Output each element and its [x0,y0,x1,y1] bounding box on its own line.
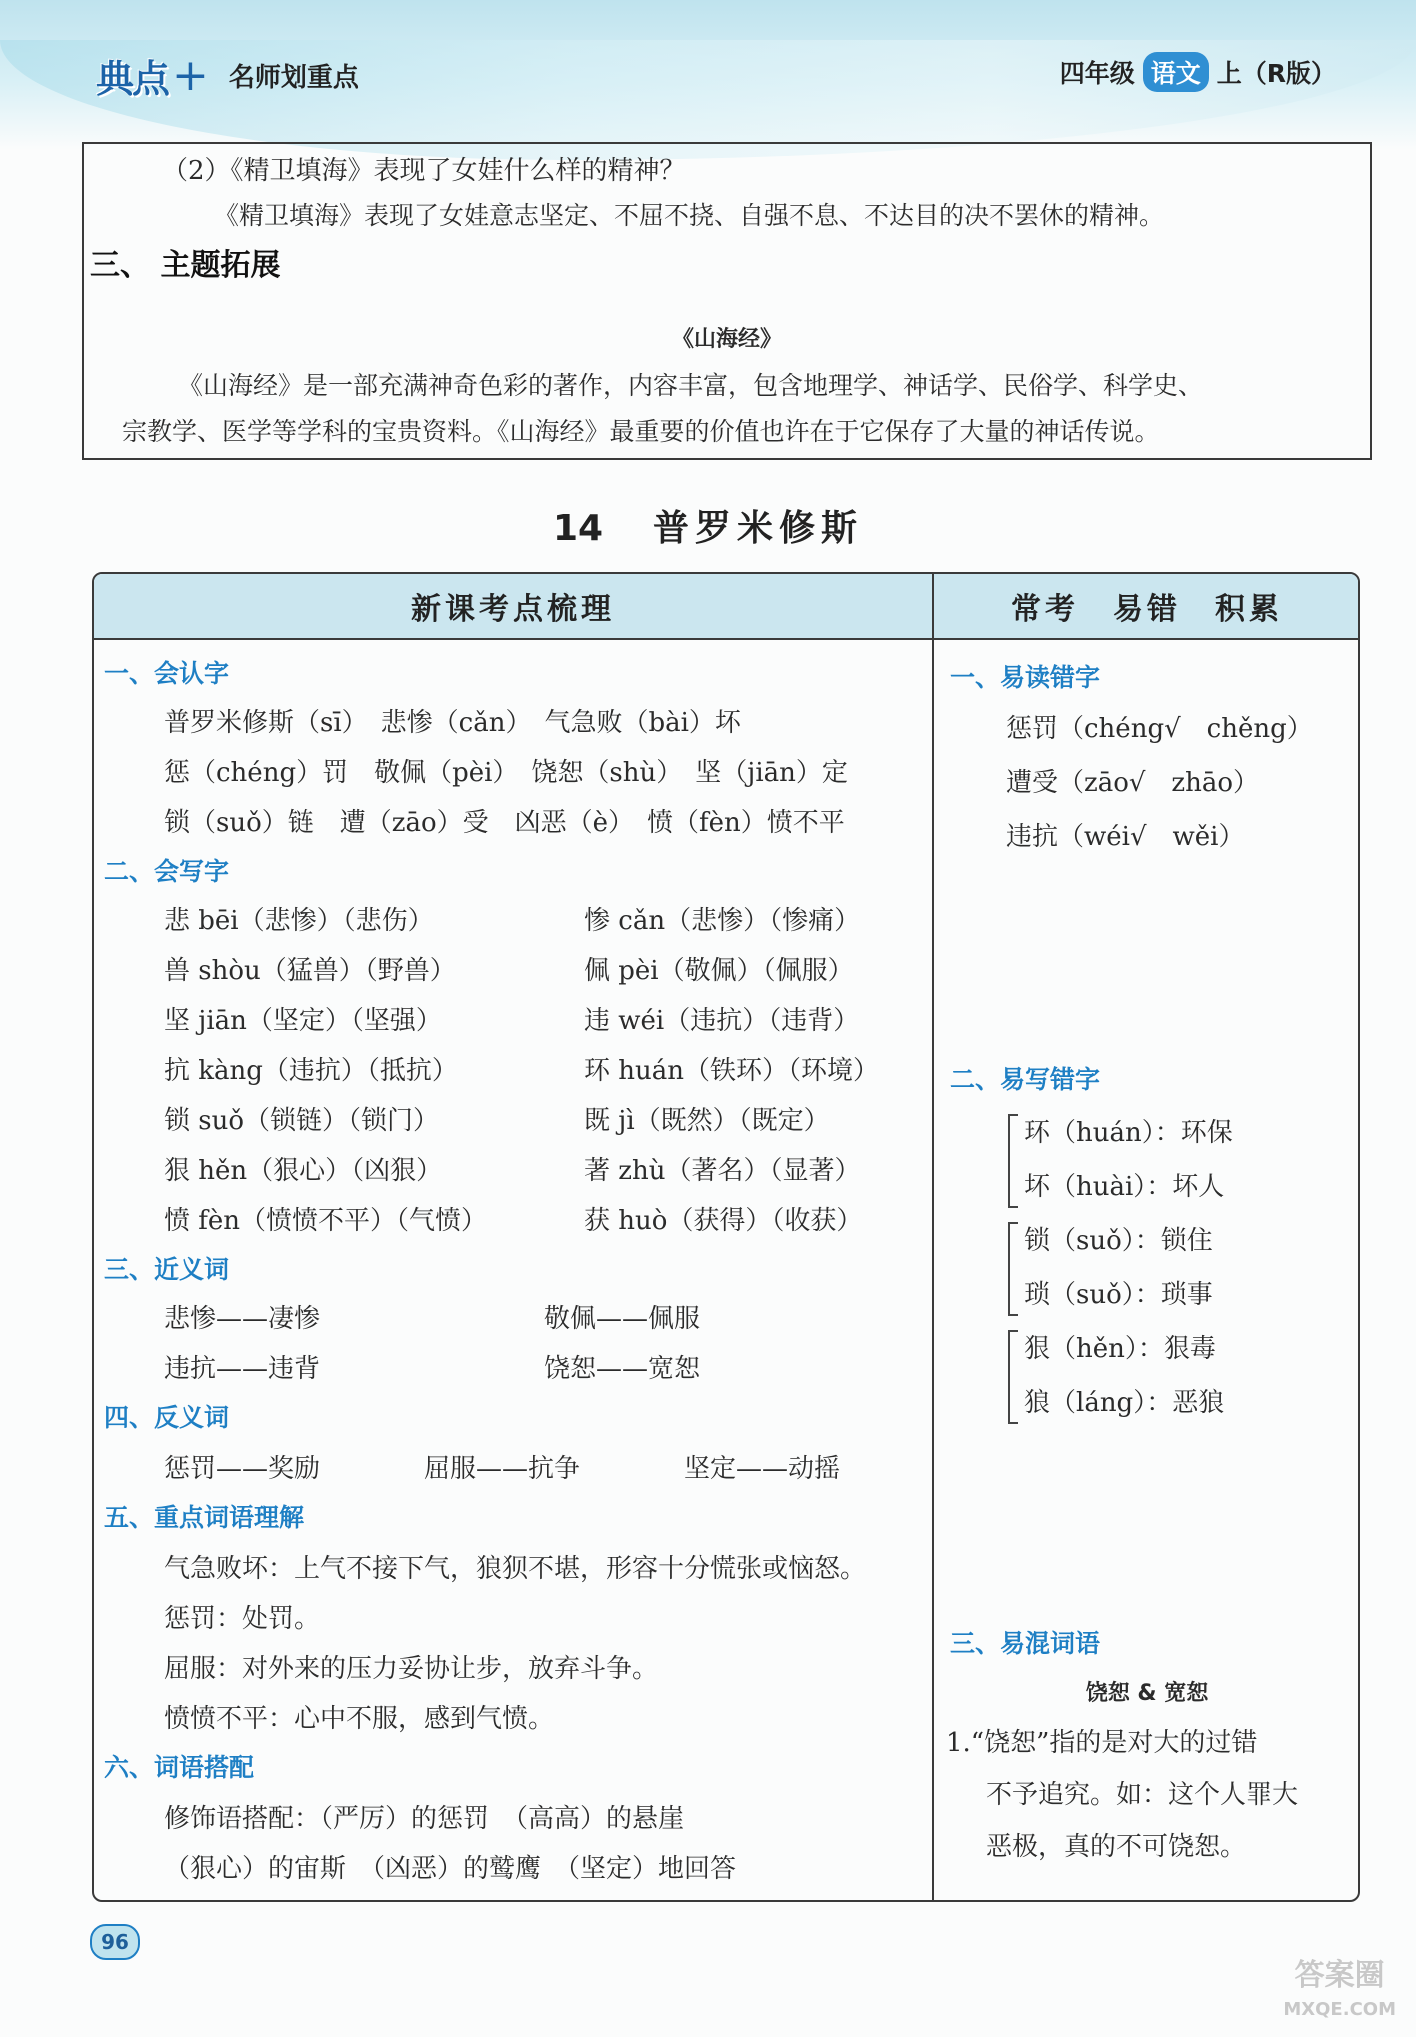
miswritten-item: 琐（suǒ）：琐事 [1024,1280,1213,1310]
miswritten-item: 环（huán）：环保 [1024,1118,1233,1148]
pair-bracket [1008,1222,1018,1316]
antonym-pair: 惩罚——奖励 [164,1454,321,1484]
series-name: 名师划重点 [228,62,359,93]
write-char-item: 抗 kàng（违抗）（抵抗） [164,1056,458,1086]
watermark-logo: 答案圈 [1294,1958,1385,1993]
write-char-item: 佩 pèi（敬佩）（佩服） [584,956,854,986]
confusable-explanation: 不予追究。如：这个人罪大 [986,1780,1299,1810]
book-info [1060,52,1336,92]
plus-icon: + [172,49,209,101]
confusable-pair-title: 饶恕 & 宽恕 [1085,1681,1209,1706]
collocation-row: （狠心）的宙斯 （凶恶）的鹫鹰 （坚定）地回答 [164,1854,737,1884]
write-char-item: 惨 cǎn（悲惨）（惨痛） [584,906,861,936]
miswritten-item: 狠（hěn）：狠毒 [1024,1334,1216,1364]
synonym-pair: 敬佩——佩服 [544,1304,701,1334]
lesson-number: 14 [552,508,604,549]
synonym-pair: 饶恕——宽恕 [544,1354,701,1384]
section-key-words: 五、重点词语理解 [104,1503,305,1532]
write-char-item: 愤 fèn（愤愤不平）（气愤） [164,1206,488,1236]
section-collocations: 六、词语搭配 [104,1753,255,1782]
logo-text: 典点 [96,56,169,101]
key-word-definition: 惩罚：处罚。 [164,1604,321,1634]
write-char-item: 获 huò（获得）（收获） [584,1206,863,1236]
section-write-characters: 二、会写字 [104,857,230,886]
section-miswritten-characters: 二、易写错字 [950,1065,1101,1094]
continuation-box [82,142,1372,460]
pair-bracket [1008,1114,1018,1208]
edition-label: 上（R版） [1216,59,1336,88]
left-column-header: 新课考点梳理 [94,574,932,640]
section-confusable-words: 三、易混词语 [950,1629,1101,1658]
answer-2: 《精卫填海》表现了女娃意志坚定、不屈不挠、自强不息、不达目的决不罢休的精神。 [214,201,1165,230]
confusable-explanation: 恶极，真的不可饶恕。 [986,1832,1247,1862]
section-recognize-characters: 一、会认字 [104,659,230,688]
recognize-row: 惩（chéng）罚 敬佩（pèi） 饶恕（shù） 坚（jiān）定 [164,758,848,788]
recognize-row: 普罗米修斯（sī） 悲惨（cǎn） 气急败（bài）坏 [164,708,741,738]
misread-item: 惩罚（chéng√ chěng） [1006,714,1313,744]
recognize-row: 锁（suǒ）链 遭（zāo）受 凶恶（è） 愤（fèn）愤不平 [164,808,845,838]
key-word-definition: 愤愤不平：心中不服，感到气愤。 [164,1704,555,1734]
write-char-item: 既 jì（既然）（既定） [584,1106,830,1136]
write-char-item: 锁 suǒ（锁链）（锁门） [164,1106,440,1136]
write-char-item: 环 huán（铁环）（环境） [584,1056,880,1086]
book-title: 《山海经》 [671,327,782,352]
miswritten-item: 狼（láng）：恶狼 [1024,1388,1225,1418]
collocation-row: 修饰语搭配：（严厉）的惩罚 （高高）的悬崖 [164,1804,685,1834]
lesson-name: 普罗米修斯 [653,508,864,549]
section-misread-characters: 一、易读错字 [950,663,1101,692]
antonym-pair: 屈服——抗争 [424,1454,581,1484]
miswritten-item: 坏（huài）：坏人 [1024,1172,1225,1202]
book-intro-line-2: 宗教学、医学等学科的宝贵资料。《山海经》最重要的价值也许在于它保存了大量的神话传说。 [122,417,1160,446]
pair-bracket [1008,1330,1018,1424]
write-char-item: 悲 bēi（悲惨）（悲伤） [164,906,434,936]
study-notes-table [92,572,1360,1902]
grade-label: 四年级 [1059,59,1135,88]
misread-item: 遭受（zāo√ zhāo） [1006,768,1260,798]
key-word-definition: 屈服：对外来的压力妥协让步，放弃斗争。 [164,1654,659,1684]
subject-badge: 语文 [1143,52,1209,92]
synonym-pair: 违抗——违背 [164,1354,321,1384]
lesson-title [0,500,1416,551]
brand-logo [96,50,359,100]
page-number: 96 [90,1924,140,1960]
site-watermark [1283,1959,1396,2027]
section-antonyms: 四、反义词 [104,1403,230,1432]
write-char-item: 兽 shòu（猛兽）（野兽） [164,956,456,986]
misread-item: 违抗（wéi√ wěi） [1006,822,1245,852]
write-char-item: 著 zhù（著名）（显著） [584,1156,861,1186]
section-heading: 三、 主题拓展 [90,248,281,283]
confusable-explanation: 1.“饶恕”指的是对大的过错 [946,1728,1258,1758]
write-char-item: 坚 jiān（坚定）（坚强） [164,1006,442,1036]
key-word-definition: 气急败坏：上气不接下气，狼狈不堪，形容十分慌张或恼怒。 [164,1554,867,1584]
write-char-item: 狠 hěn（狠心）（凶狠） [164,1156,443,1186]
book-intro-line-1: 《山海经》是一部充满神奇色彩的著作，内容丰富，包含地理学、神话学、民俗学、科学史、 [178,371,1204,400]
antonym-pair: 坚定——动摇 [684,1454,841,1484]
synonym-pair: 悲惨——凄惨 [164,1304,321,1334]
miswritten-item: 锁（suǒ）：锁住 [1024,1226,1213,1256]
question-2: （2）《精卫填海》表现了女娃什么样的精神？ [162,156,686,186]
right-column-header: 常考 易错 积累 [934,574,1360,640]
section-synonyms: 三、近义词 [104,1255,230,1284]
watermark-url: MXQE.COM [1283,1999,1396,2020]
write-char-item: 违 wéi（违抗）（违背） [584,1006,860,1036]
